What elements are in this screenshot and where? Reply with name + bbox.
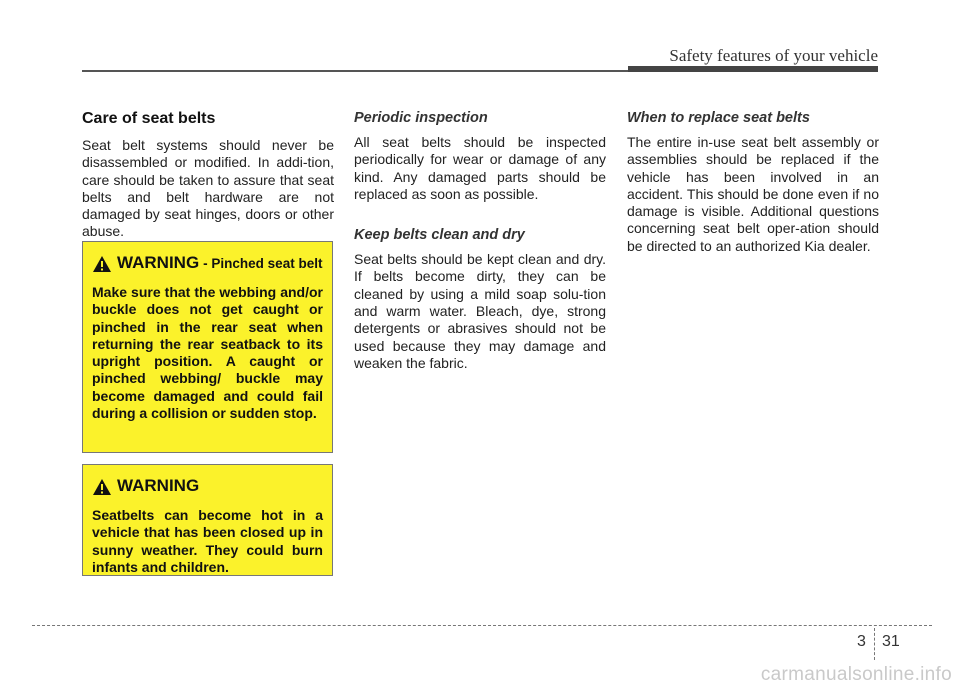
warning-box-hot-belts <box>82 464 333 576</box>
warning-header <box>92 475 323 497</box>
care-body-text: Seat belt systems should never be disassembled or modified. In addi-tion, care should be taken to assure that seat belts and belt hardware are not damaged by seat hinges, doors or other abuse. <box>82 137 334 240</box>
warning-label: WARNING <box>117 476 200 495</box>
section-heading-care: Care of seat belts <box>82 110 216 127</box>
column-replace <box>627 110 879 255</box>
warning-triangle-icon <box>92 478 112 496</box>
watermark: carmanualsonline.info <box>760 664 952 685</box>
warning-box-pinched-belt <box>82 241 333 453</box>
header-rule-accent <box>628 66 878 72</box>
footer-rule <box>32 625 932 626</box>
warning-label: WARNING <box>117 253 200 272</box>
warning-text-hot: Seatbelts can become hot in a vehicle that has been closed up in sunny weather. They could burn infants and children. <box>92 507 323 575</box>
sub-heading-keep-clean: Keep belts clean and dry <box>354 227 525 244</box>
sub-heading-periodic-inspection: Periodic inspection <box>354 110 488 126</box>
page-number: 31 <box>882 633 900 650</box>
column-care-of-seat-belts <box>82 110 334 241</box>
warning-text-pinched: Make sure that the webbing and/or buckle does not get caught or pinched in the rear seat when returning the rear seatback to its upright position. A caught or pinched webbing/ buckle may become damaged and could fail during a collision or sudden stop. <box>92 284 323 422</box>
sub-heading-replace: When to replace seat belts <box>627 110 810 126</box>
warning-subtitle: - Pinched seat belt <box>203 256 323 271</box>
header-title: Safety features of your vehicle <box>669 46 878 65</box>
page-chapter: 3 <box>857 633 866 650</box>
page-divider <box>874 628 875 660</box>
cleaning-body-text: Seat belts should be kept clean and dry. If belts become dirty, they can be cleaned by using a mild soap solu-tion and warm water. Bleach, dye, strong detergents or abrasives should not be used because they may damage and weaken the fabric. <box>354 251 606 371</box>
replace-body-text: The entire in-use seat belt assembly or assemblies should be replaced if the vehicle has been involved in an accident. This should be done even if no damage is visible. Additional questions concerning seat belt oper-ation should be directed to an authorized Kia dealer. <box>627 134 879 254</box>
warning-header <box>92 252 323 274</box>
column-inspection-cleaning <box>354 110 606 372</box>
warning-triangle-icon <box>92 255 112 273</box>
inspection-body-text: All seat belts should be inspected periodically for wear or damage of any kind. Any damaged parts should be replaced as soon as possible. <box>354 134 606 202</box>
